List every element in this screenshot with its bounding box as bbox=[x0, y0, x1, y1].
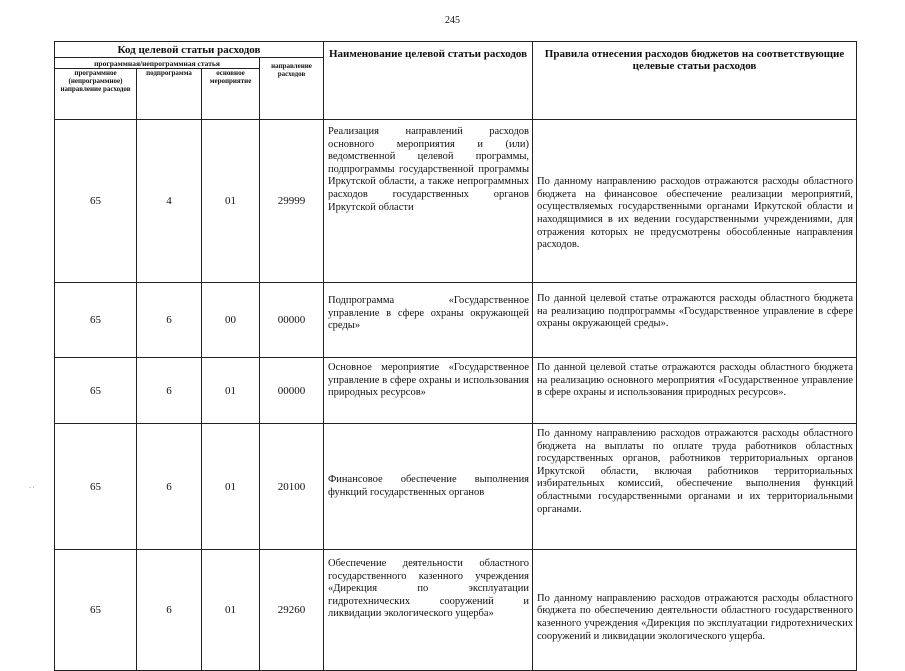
cell-direction: 29999 bbox=[260, 120, 324, 283]
scan-margin-mark: ·· bbox=[29, 484, 36, 492]
header-direction: направление расходов bbox=[260, 58, 324, 120]
cell-direction: 00000 bbox=[260, 283, 324, 358]
cell-subprogram: 6 bbox=[137, 424, 202, 550]
cell-rules: По данному направлению расходов отражаются расходы областного бюджета на финансовое обеспечение реализации мероприятий, осуществляемых государственными органами Иркутской области и находящимися в их ведении государственными учреждениями, для отражения которых не предусмотрены обособленные направления расходов. bbox=[533, 120, 857, 283]
header-name: Наименование целевой статьи расходов bbox=[324, 42, 533, 120]
cell-measure: 00 bbox=[202, 283, 260, 358]
cell-rules: По данной целевой статье отражаются расходы областного бюджета на реализацию подпрограммы «Государственное управление в сфере охраны окружающей среды». bbox=[533, 283, 857, 358]
cell-program: 65 bbox=[55, 424, 137, 550]
cell-name: Реализация направлений расходов основного мероприятия и (или) ведомственной целевой программы, подпрограммы государственной программы Иркутской области, а также непрограммных расходов государственных органов Иркутской области bbox=[324, 120, 533, 283]
header-program-group: программная/непрограммная статья bbox=[55, 58, 260, 69]
table-row bbox=[55, 550, 857, 671]
cell-program: 65 bbox=[55, 358, 137, 424]
cell-measure: 01 bbox=[202, 120, 260, 283]
cell-program: 65 bbox=[55, 283, 137, 358]
header-subprogram: подпрограмма bbox=[137, 69, 202, 120]
cell-name: Обеспечение деятельности областного государственного казенного учреждения «Дирекция по эксплуатации гидротехнических сооружений и ликвидации экологического ущерба» bbox=[324, 550, 533, 671]
cell-name: Основное мероприятие «Государственное управление в сфере охраны и использования природных ресурсов» bbox=[324, 358, 533, 424]
cell-rules: По данной целевой статье отражаются расходы областного бюджета на реализацию основного мероприятия «Государственное управление в сфере охраны и использования природных ресурсов». bbox=[533, 358, 857, 424]
cell-measure: 01 bbox=[202, 358, 260, 424]
cell-direction: 20100 bbox=[260, 424, 324, 550]
cell-rules: По данному направлению расходов отражаются расходы областного бюджета на выплаты по оплате труда работников областных государственных органов, работников территориальных органов Иркутской области, включая работников территориальных избирательных комиссий, обеспечение выполнения функций областными государственными органами и их территориальными органами. bbox=[533, 424, 857, 550]
cell-subprogram: 6 bbox=[137, 283, 202, 358]
budget-classification-table bbox=[54, 41, 857, 671]
cell-measure: 01 bbox=[202, 424, 260, 550]
cell-program: 65 bbox=[55, 550, 137, 671]
cell-rules: По данному направлению расходов отражаются расходы областного бюджета по обеспечению деятельности областного государственного казенного учреждения «Дирекция по эксплуатации гидротехнических сооружений и ликвидации экологического ущерба. bbox=[533, 550, 857, 671]
cell-subprogram: 6 bbox=[137, 550, 202, 671]
cell-name: Финансовое обеспечение выполнения функций государственных органов bbox=[324, 424, 533, 550]
page-number: 245 bbox=[445, 15, 460, 26]
table-row bbox=[55, 424, 857, 550]
header-rules: Правила отнесения расходов бюджетов на соответствующие целевые статьи расходов bbox=[533, 42, 857, 120]
cell-direction: 00000 bbox=[260, 358, 324, 424]
table-row bbox=[55, 358, 857, 424]
cell-measure: 01 bbox=[202, 550, 260, 671]
table-row bbox=[55, 120, 857, 283]
header-code-title: Код целевой статьи расходов bbox=[55, 42, 324, 58]
cell-subprogram: 4 bbox=[137, 120, 202, 283]
cell-program: 65 bbox=[55, 120, 137, 283]
cell-direction: 29260 bbox=[260, 550, 324, 671]
table-row bbox=[55, 283, 857, 358]
header-program: программное (непрограммное) направление расходов bbox=[55, 69, 137, 120]
header-measure: основное мероприятие bbox=[202, 69, 260, 120]
cell-subprogram: 6 bbox=[137, 358, 202, 424]
cell-name: Подпрограмма «Государственное управление в сфере охраны окружающей среды» bbox=[324, 283, 533, 358]
